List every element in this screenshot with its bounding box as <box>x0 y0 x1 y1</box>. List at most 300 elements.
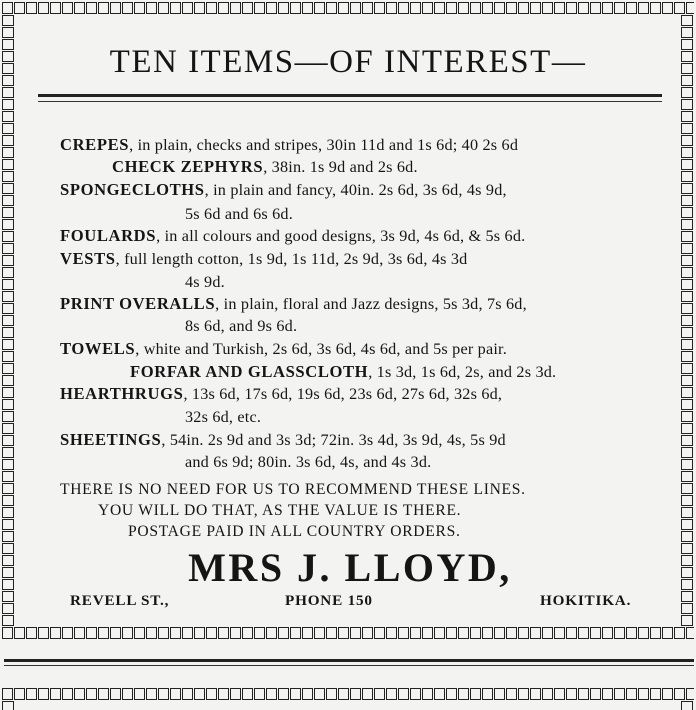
border-link <box>686 627 694 639</box>
border-link <box>26 688 37 700</box>
item-details: , white and Turkish, 2s 6d, 3s 6d, 4s 6d, and 5s per pair. <box>135 340 508 358</box>
border-link <box>681 279 693 290</box>
border-link <box>422 688 433 700</box>
border-link <box>681 183 693 194</box>
border-link <box>681 543 693 554</box>
border-link <box>681 459 693 470</box>
border-link <box>542 2 553 14</box>
border-link <box>350 627 361 639</box>
border-link <box>338 688 349 700</box>
border-link <box>326 688 337 700</box>
border-link <box>681 701 693 710</box>
border-link <box>681 471 693 482</box>
border-link <box>170 627 181 639</box>
border-link <box>2 111 14 122</box>
border-link <box>681 423 693 434</box>
border-link <box>266 627 277 639</box>
border-link <box>681 339 693 350</box>
border-link <box>2 279 14 290</box>
border-link <box>590 2 601 14</box>
border-link <box>681 243 693 254</box>
border-link <box>302 627 313 639</box>
border-link <box>2 231 14 242</box>
border-link <box>2 195 14 206</box>
border-link <box>206 627 217 639</box>
border-link <box>554 688 565 700</box>
border-link <box>74 2 85 14</box>
border-link <box>254 2 265 14</box>
border-link <box>122 688 133 700</box>
border-link <box>2 51 14 62</box>
border-link <box>374 627 385 639</box>
border-link <box>2 507 14 518</box>
border-link <box>110 627 121 639</box>
border-link <box>350 2 361 14</box>
border-link <box>2 627 13 639</box>
border-link <box>638 688 649 700</box>
border-link <box>158 688 169 700</box>
border-link <box>410 688 421 700</box>
border-link <box>434 688 445 700</box>
border-link <box>681 231 693 242</box>
border-link <box>86 627 97 639</box>
border-link <box>518 2 529 14</box>
border-link <box>2 303 14 314</box>
border-link <box>626 627 637 639</box>
border-link <box>182 627 193 639</box>
border-link <box>681 219 693 230</box>
border-link <box>681 603 693 614</box>
border-link <box>681 531 693 542</box>
border-link <box>602 688 613 700</box>
border-link <box>422 627 433 639</box>
border-link <box>38 627 49 639</box>
item-details: , in plain, checks and stripes, 30in 11d and 1s 6d; 40 2s 6d <box>129 136 519 154</box>
border-link <box>681 327 693 338</box>
border-link <box>554 2 565 14</box>
border-link <box>530 688 541 700</box>
border-link <box>681 387 693 398</box>
border-link <box>230 2 241 14</box>
border-link <box>14 2 25 14</box>
border-link <box>2 411 14 422</box>
border-link <box>494 688 505 700</box>
item-name: TOWELS <box>60 339 136 358</box>
border-link <box>578 2 589 14</box>
next-advert-border <box>2 688 694 701</box>
border-link <box>2 39 14 50</box>
notice-line-3: POSTAGE PAID IN ALL COUNTRY ORDERS. <box>128 523 461 540</box>
border-link <box>2 471 14 482</box>
border-link <box>681 435 693 446</box>
border-link <box>338 2 349 14</box>
border-link <box>470 2 481 14</box>
item-line-spongecloths-cont: 5s 6d and 6s 6d. <box>185 205 293 223</box>
border-link <box>470 688 481 700</box>
border-link <box>26 2 37 14</box>
border-link <box>422 2 433 14</box>
border-link <box>494 2 505 14</box>
left-border <box>2 15 15 627</box>
border-link <box>158 2 169 14</box>
item-name: HEARTHRUGS <box>60 384 184 403</box>
border-link <box>2 435 14 446</box>
border-link <box>2 75 14 86</box>
notice-line-1: THERE IS NO NEED FOR US TO RECOMMEND THESE LINES. <box>60 481 526 498</box>
border-link <box>2 375 14 386</box>
border-link <box>681 399 693 410</box>
border-link <box>681 591 693 602</box>
notice-line-2: YOU WILL DO THAT, AS THE VALUE IS THERE. <box>98 502 462 519</box>
border-link <box>2 339 14 350</box>
border-link <box>650 688 661 700</box>
border-link <box>434 2 445 14</box>
border-link <box>362 627 373 639</box>
border-link <box>374 2 385 14</box>
item-details: , in plain and fancy, 40in. 2s 6d, 3s 6d, 4s 9d, <box>204 181 507 199</box>
border-link <box>681 483 693 494</box>
border-link <box>290 688 301 700</box>
border-link <box>266 2 277 14</box>
item-name: CREPES <box>60 135 130 154</box>
border-link <box>2 447 14 458</box>
border-link <box>122 2 133 14</box>
border-link <box>681 63 693 74</box>
item-line-print-overalls <box>60 294 527 314</box>
border-link <box>146 2 157 14</box>
border-link <box>50 627 61 639</box>
border-link <box>681 75 693 86</box>
item-line-towels <box>60 339 507 359</box>
item-line-crepes <box>60 135 518 155</box>
border-link <box>650 627 661 639</box>
border-link <box>98 688 109 700</box>
border-link <box>681 363 693 374</box>
border-link <box>506 2 517 14</box>
border-link <box>681 507 693 518</box>
border-link <box>662 688 673 700</box>
border-link <box>290 2 301 14</box>
border-link <box>278 2 289 14</box>
border-link <box>681 99 693 110</box>
item-line-check-zephyrs <box>112 157 418 177</box>
border-link <box>110 2 121 14</box>
advert-headline: TEN ITEMS—OF INTEREST— <box>109 44 587 80</box>
border-link <box>86 688 97 700</box>
border-link <box>2 171 14 182</box>
border-link <box>2 423 14 434</box>
border-link <box>242 2 253 14</box>
border-link <box>2 243 14 254</box>
item-line-spongecloths <box>60 180 507 200</box>
border-link <box>554 627 565 639</box>
item-line-foulards <box>60 226 525 246</box>
border-link <box>681 351 693 362</box>
border-link <box>2 531 14 542</box>
border-link <box>314 688 325 700</box>
border-link <box>681 615 693 626</box>
border-link <box>2 315 14 326</box>
border-link <box>62 688 73 700</box>
border-link <box>194 2 205 14</box>
column-separator-thin <box>4 665 694 666</box>
border-link <box>2 63 14 74</box>
border-link <box>362 2 373 14</box>
border-link <box>614 688 625 700</box>
item-line-print-overalls-cont: 8s 6d, and 9s 6d. <box>185 317 298 335</box>
border-link <box>2 543 14 554</box>
border-link <box>26 627 37 639</box>
advertiser-name: MRS J. LLOYD, <box>188 545 512 590</box>
border-link <box>2 701 14 710</box>
border-link <box>530 2 541 14</box>
border-link <box>446 688 457 700</box>
border-link <box>278 627 289 639</box>
border-link <box>494 627 505 639</box>
border-link <box>681 255 693 266</box>
border-link <box>2 183 14 194</box>
border-link <box>2 327 14 338</box>
item-line-sheetings-cont: and 6s 9d; 80in. 3s 6d, 4s, and 4s 3d. <box>185 453 432 471</box>
item-details: , 38in. 1s 9d and 2s 6d. <box>263 158 418 176</box>
border-link <box>2 495 14 506</box>
item-name: CHECK ZEPHYRS <box>112 157 264 176</box>
border-link <box>542 688 553 700</box>
border-link <box>681 159 693 170</box>
border-link <box>206 688 217 700</box>
border-link <box>254 627 265 639</box>
border-link <box>374 688 385 700</box>
item-name: SHEETINGS <box>60 430 162 449</box>
border-link <box>182 2 193 14</box>
border-link <box>2 267 14 278</box>
border-link <box>578 688 589 700</box>
border-link <box>2 2 13 14</box>
border-link <box>470 627 481 639</box>
border-link <box>482 627 493 639</box>
border-link <box>74 688 85 700</box>
border-link <box>98 2 109 14</box>
border-link <box>566 688 577 700</box>
border-link <box>542 627 553 639</box>
border-link <box>2 615 14 626</box>
border-link <box>681 303 693 314</box>
border-link <box>674 688 685 700</box>
border-link <box>194 688 205 700</box>
border-link <box>2 519 14 530</box>
border-link <box>2 555 14 566</box>
border-link <box>518 627 529 639</box>
item-name: VESTS <box>60 249 116 268</box>
border-link <box>518 688 529 700</box>
border-link <box>681 15 693 26</box>
border-link <box>681 315 693 326</box>
border-link <box>74 627 85 639</box>
border-link <box>681 447 693 458</box>
border-link <box>86 2 97 14</box>
border-link <box>681 375 693 386</box>
border-link <box>681 291 693 302</box>
border-link <box>314 627 325 639</box>
headline-rule-thin <box>38 101 662 102</box>
border-link <box>2 159 14 170</box>
border-link <box>446 627 457 639</box>
border-link <box>602 2 613 14</box>
border-link <box>122 627 133 639</box>
border-link <box>170 688 181 700</box>
border-link <box>14 627 25 639</box>
border-link <box>662 2 673 14</box>
border-link <box>410 627 421 639</box>
border-link <box>2 579 14 590</box>
border-link <box>362 688 373 700</box>
border-link <box>62 627 73 639</box>
border-link <box>98 627 109 639</box>
border-link <box>2 147 14 158</box>
border-link <box>230 627 241 639</box>
border-link <box>590 627 601 639</box>
border-link <box>326 2 337 14</box>
border-link <box>254 688 265 700</box>
border-link <box>50 2 61 14</box>
border-link <box>50 688 61 700</box>
border-link <box>434 627 445 639</box>
border-link <box>681 27 693 38</box>
border-link <box>350 688 361 700</box>
border-link <box>302 688 313 700</box>
item-name: FOULARDS <box>60 226 157 245</box>
border-link <box>614 2 625 14</box>
border-link <box>2 363 14 374</box>
border-link <box>681 171 693 182</box>
address-town: HOKITIKA. <box>540 592 632 609</box>
border-link <box>681 39 693 50</box>
border-link <box>182 688 193 700</box>
border-link <box>566 2 577 14</box>
border-link <box>14 688 25 700</box>
border-link <box>290 627 301 639</box>
border-link <box>158 627 169 639</box>
border-link <box>2 688 13 700</box>
border-link <box>2 483 14 494</box>
border-link <box>626 2 637 14</box>
border-link <box>2 123 14 134</box>
item-line-vests-cont: 4s 9d. <box>185 273 225 291</box>
border-link <box>2 591 14 602</box>
border-link <box>458 2 469 14</box>
border-link <box>614 627 625 639</box>
item-details: , in all colours and good designs, 3s 9d, 4s 6d, & 5s 6d. <box>156 227 526 245</box>
address-phone: PHONE 150 <box>285 592 373 609</box>
border-link <box>681 207 693 218</box>
right-border <box>681 15 694 627</box>
border-link <box>398 2 409 14</box>
border-link <box>626 688 637 700</box>
border-link <box>2 99 14 110</box>
border-link <box>681 147 693 158</box>
item-details: , in plain, floral and Jazz designs, 5s 3d, 7s 6d, <box>215 295 527 313</box>
border-link <box>681 135 693 146</box>
border-link <box>2 219 14 230</box>
border-link <box>681 495 693 506</box>
border-link <box>206 2 217 14</box>
border-link <box>398 627 409 639</box>
border-link <box>386 627 397 639</box>
border-link <box>386 688 397 700</box>
next-advert-border-left <box>2 701 15 710</box>
border-link <box>62 2 73 14</box>
border-link <box>2 459 14 470</box>
border-link <box>681 567 693 578</box>
border-link <box>386 2 397 14</box>
border-link <box>686 2 694 14</box>
border-link <box>2 291 14 302</box>
item-details: , 13s 6d, 17s 6d, 19s 6d, 23s 6d, 27s 6d, 32s 6d, <box>183 385 503 403</box>
border-link <box>662 627 673 639</box>
border-link <box>146 688 157 700</box>
border-link <box>482 2 493 14</box>
border-link <box>681 519 693 530</box>
border-link <box>686 688 694 700</box>
border-link <box>2 15 14 26</box>
headline-rule <box>38 94 662 97</box>
border-link <box>110 688 121 700</box>
border-link <box>638 2 649 14</box>
border-link <box>681 267 693 278</box>
border-link <box>134 688 145 700</box>
border-link <box>681 579 693 590</box>
column-separator <box>4 659 694 662</box>
item-line-forfar <box>130 362 556 382</box>
border-link <box>38 2 49 14</box>
border-link <box>242 688 253 700</box>
border-link <box>681 123 693 134</box>
item-line-vests <box>60 249 467 269</box>
border-link <box>2 567 14 578</box>
border-link <box>674 2 685 14</box>
border-link <box>218 2 229 14</box>
border-link <box>314 2 325 14</box>
border-link <box>638 627 649 639</box>
border-link <box>302 2 313 14</box>
border-link <box>134 627 145 639</box>
border-link <box>146 627 157 639</box>
border-link <box>278 688 289 700</box>
border-link <box>2 351 14 362</box>
border-link <box>242 627 253 639</box>
item-name: FORFAR AND GLASSCLOTH <box>130 362 369 381</box>
border-link <box>590 688 601 700</box>
item-line-hearthrugs <box>60 384 502 404</box>
border-link <box>230 688 241 700</box>
border-link <box>2 255 14 266</box>
border-link <box>2 387 14 398</box>
next-advert-border-right <box>681 701 694 710</box>
item-line-hearthrugs-cont: 32s 6d, etc. <box>185 408 262 426</box>
border-link <box>170 2 181 14</box>
border-link <box>578 627 589 639</box>
border-link <box>398 688 409 700</box>
border-link <box>338 627 349 639</box>
border-link <box>2 87 14 98</box>
border-link <box>506 627 517 639</box>
item-details: , 54in. 2s 9d and 3s 3d; 72in. 3s 4d, 3s 9d, 4s, 5s 9d <box>161 431 506 449</box>
border-link <box>410 2 421 14</box>
border-link <box>566 627 577 639</box>
border-link <box>38 688 49 700</box>
item-details: , full length cotton, 1s 9d, 1s 11d, 2s 9d, 3s 6d, 4s 3d <box>115 250 468 268</box>
border-link <box>681 87 693 98</box>
